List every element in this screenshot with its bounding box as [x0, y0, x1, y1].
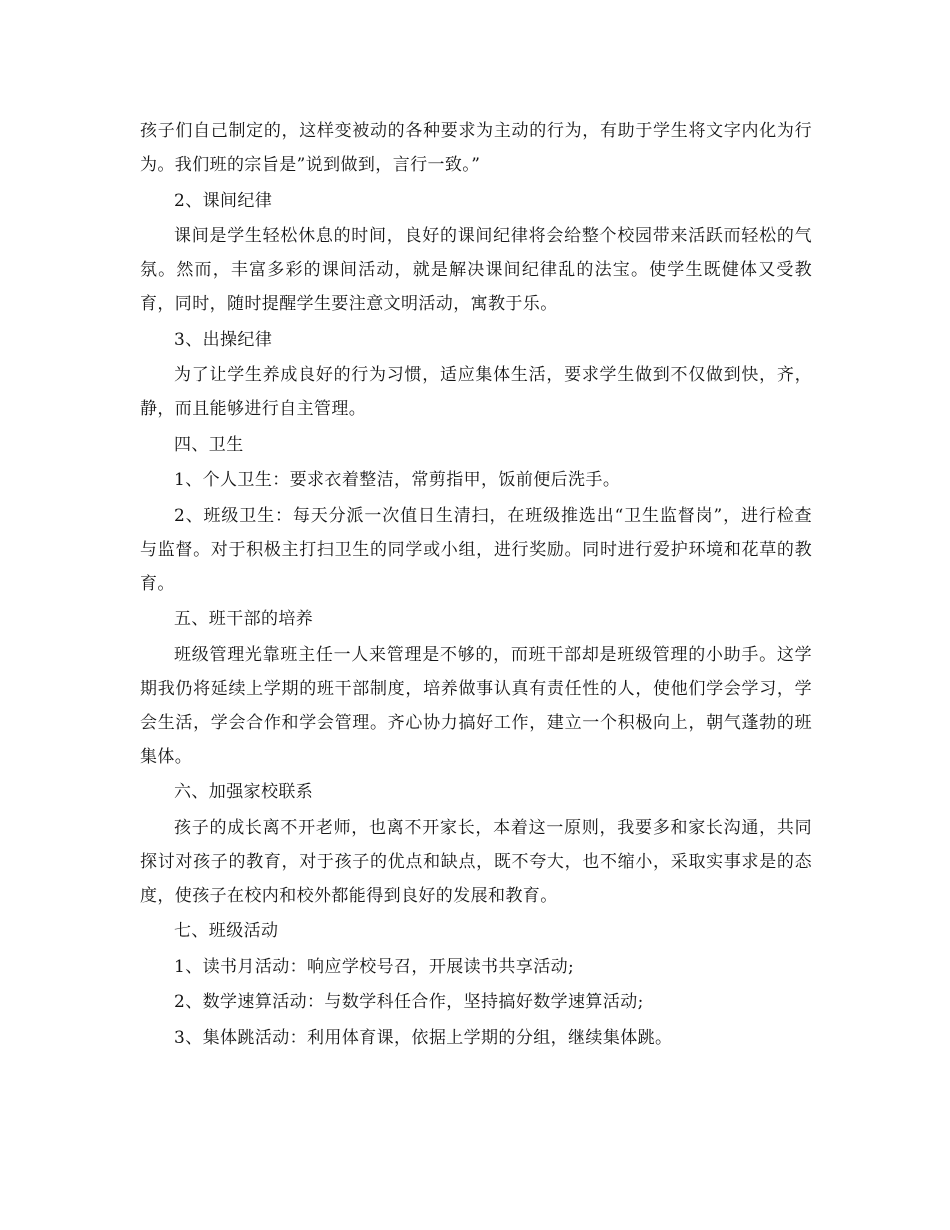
body-paragraph: 2、班级卫生：每天分派一次值日生清扫，在班级推选出“卫生监督岗”，进行检查与监督。对于积极主打扫卫生的同学或小组，进行奖励。同时进行爱护环境和花草的教育。 — [140, 505, 812, 594]
body-paragraph: 孩子们自己制定的，这样变被动的各种要求为主动的行为，有助于学生将文字内化为行为。我们班的宗旨是”说到做到，言行一致。” — [140, 121, 812, 175]
list-item: 3、集体跳活动：利用体育课，依据上学期的分组，继续集体跳。 — [174, 1027, 673, 1048]
section-heading: 2、课间纪律 — [174, 190, 273, 211]
document-body — [140, 114, 812, 1056]
body-paragraph: 孩子的成长离不开老师，也离不开家长，本着这一原则，我要多和家长沟通，共同探讨对孩子的教育，对于孩子的优点和缺点，既不夸大，也不缩小，采取实事求是的态度，使孩子在校内和校外都能得到良好的发展和教育。 — [140, 817, 812, 906]
list-item: 1、读书月活动：响应学校号召，开展读书共享活动; — [174, 956, 575, 977]
body-paragraph: 为了让学生养成良好的行为习惯，适应集体生活，要求学生做到不仅做到快，齐，静，而且能够进行自主管理。 — [140, 365, 812, 419]
body-paragraph: 班级管理光靠班主任一人来管理是不够的，而班干部却是班级管理的小助手。这学期我仍将延续上学期的班干部制度，培养做事认真有责任性的人，使他们学会学习，学会生活，学会合作和学会管理。齐心协力搞好工作，建立一个积极向上，朝气蓬勃的班集体。 — [140, 644, 812, 767]
body-paragraph: 课间是学生轻松休息的时间，良好的课间纪律将会给整个校园带来活跃而轻松的气氛。然而，丰富多彩的课间活动，就是解决课间纪律乱的法宝。使学生既健体又受教育，同时，随时提醒学生要注意文明活动，寓教于乐。 — [140, 226, 812, 314]
section-heading: 五、班干部的培养 — [174, 609, 314, 629]
section-heading: 七、班级活动 — [174, 921, 279, 941]
section-heading: 3、出操纪律 — [174, 329, 273, 350]
section-heading: 四、卫生 — [174, 434, 244, 455]
body-paragraph: 1、个人卫生：要求衣着整洁，常剪指甲，饭前便后洗手。 — [174, 470, 621, 490]
list-item: 2、数学速算活动：与数学科任合作，坚持搞好数学速算活动; — [174, 992, 644, 1012]
section-heading: 六、加强家校联系 — [174, 782, 314, 802]
